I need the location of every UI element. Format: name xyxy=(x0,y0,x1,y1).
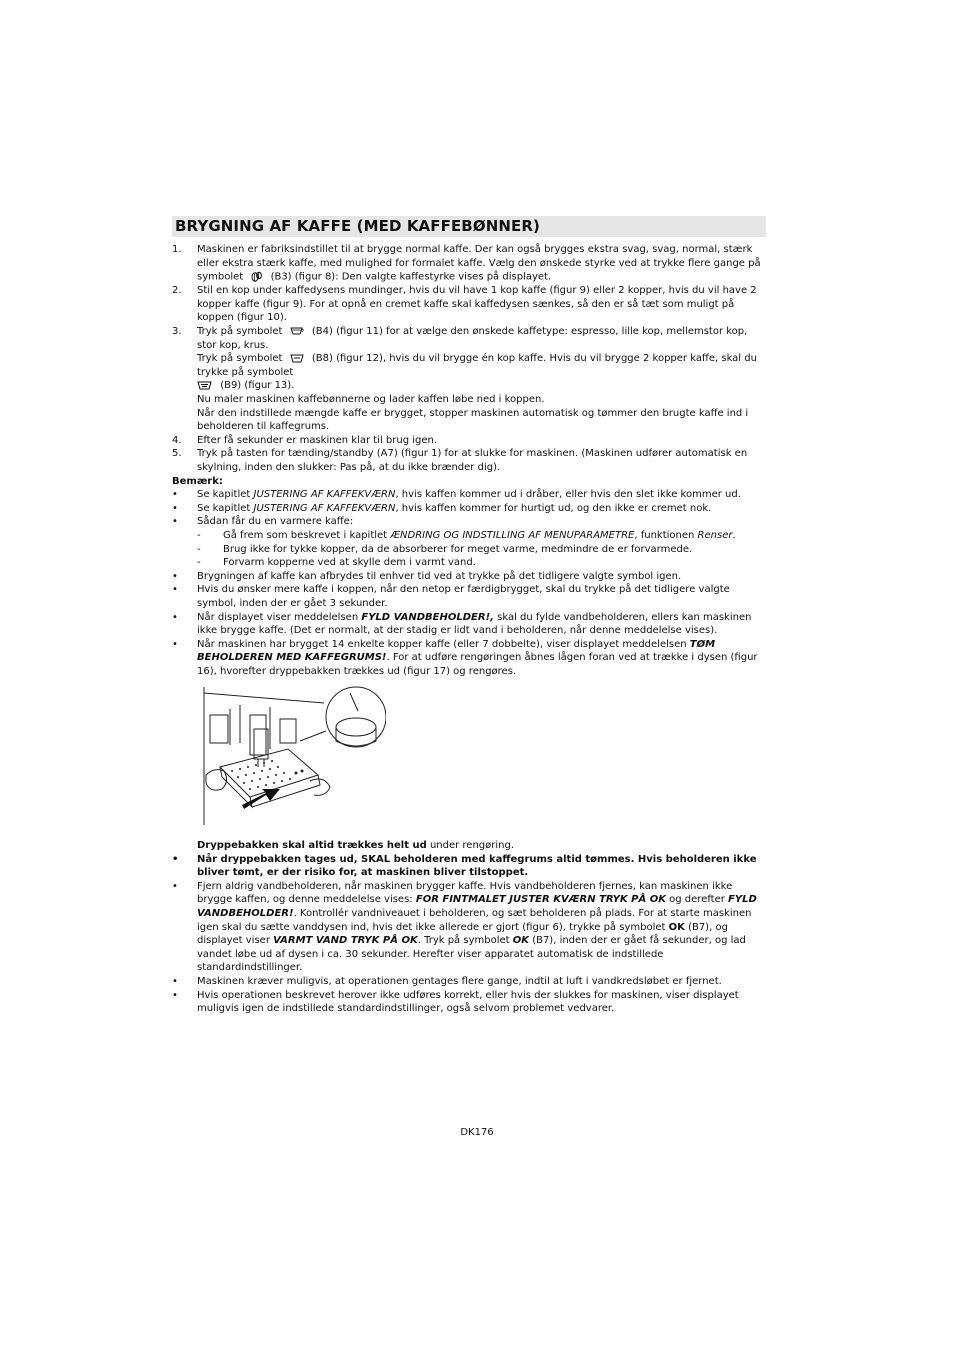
step-1: 1. Maskinen er fabriksindstillet til at brygge normal kaffe. Der kan også brygges ekstra svag, svag, normal, stærk eller ekstra stærk kaffe, med mulighed for formalet kaffe. Vælg den ønskede styrke ved at trykke flere gange på symbolet (B3) (figur 8): Den valgte kaffestyrke vises på displayet. xyxy=(172,244,761,283)
one-cup-icon xyxy=(290,353,305,364)
page-number: DK176 xyxy=(460,1127,494,1138)
note-bullet: • Når maskinen har brygget 14 enkelte kopper kaffe (eller 7 dobbelte), viser displayet meddelelsen TØM BEHOLDEREN MED KAFFEGRUMS!. For at udføre rengøringen åbnes lågen foran ved at trække i dysen (figur 16), hvorefter dryppebakken trækkes ud (figur 17) og rengøres. xyxy=(172,638,758,677)
sub-item: - Gå frem som beskrevet i kapitlet ÆNDRING OG INDSTILLING AF MENUPARAMETRE, funktionen Renser. xyxy=(197,529,736,541)
note-bullet: • Se kapitlet JUSTERING AF KAFFEKVÆRN, hvis kaffen kommer ud i dråber, eller hvis den slet ikke kommer ud. xyxy=(172,489,741,501)
cup-size-icon xyxy=(290,326,305,336)
step-number: 3. xyxy=(172,326,182,338)
note-bullet: • Se kapitlet JUSTERING AF KAFFEKVÆRN, hvis kaffen kommer for hurtigt ud, og den ikke er cremet nok. xyxy=(172,502,712,514)
step-5: 5. Tryk på tasten for tænding/standby (A7) (figur 1) for at slukke for maskinen. (Maskinen udfører automatisk en skylning, inden den slukker: Pas på, at du ikke brænder dig). xyxy=(172,448,748,473)
note-bullet: • Fjern aldrig vandbeholderen, når maskinen brygger kaffe. Hvis vandbeholderen fjernes, kan maskinen ikke brygge kaffen, og denne meddelelse vises: FOR FINTMALET JUSTER KVÆRN TRYK PÅ OK og derefter FYLD VANDBEHOLDER!. Kontrollér vandniveauet i beholderen, og sæt beholderen på plads. For at starte maskinen igen skal du sætte vanddysen ind, hvis det ikke allerede er gjort (figur 6), trykke på symbolet OK (B7), og displayet viser VARMT VAND TRYK PÅ OK. Tryk på symbolet OK (B7), inden der er gået få sekunder, og lad vandet løbe ud af dysen i ca. 30 sekunder. Herefter viser apparatet automatisk de indstillede standardindstillinger. xyxy=(172,880,757,974)
sub-item: - Forvarm kopperne ved at skylle dem i varmt vand. xyxy=(197,557,476,569)
drip-tray-illustration xyxy=(200,685,386,831)
section-title: BRYGNING AF KAFFE (MED KAFFEBØNNER) xyxy=(172,216,766,237)
step-2: 2. Stil en kop under kaffedysens mundinger, hvis du vil have 1 kop kaffe (figur 9) eller 2 kopper, hvis du vil have 2 kopper kaffe (figur 9). For at opnå en cremet kaffe skal kaffedysen sænkes, så den er så tæt som muligt på koppen (figur 10). xyxy=(172,285,757,324)
step-number: 4. xyxy=(172,434,182,446)
two-cups-icon xyxy=(197,380,213,391)
note-bullet: • Hvis du ønsker mere kaffe i koppen, når den netop er færdigbrygget, skal du trykke på det tidligere valgte symbol, inden der er gået 3 sekunder. xyxy=(172,584,730,609)
tray-note: Dryppebakken skal altid trækkes helt ud under rengøring. xyxy=(197,840,515,852)
step-number: 1. xyxy=(172,244,182,255)
note-bullet: • Når displayet viser meddelelsen FYLD VANDBEHOLDER!, skal du fylde vandbeholderen, ellers kan maskinen ikke brygge kaffe. (Det er normalt, at der stadig er lidt vand i beholderen, når denne meddelelse vises). xyxy=(172,611,752,637)
note-bullet: • Maskinen kræver muligvis, at operationen gentages flere gange, indtil at luft i vandkredsløbet er fjernet. xyxy=(172,976,722,988)
manual-page xyxy=(172,216,766,1016)
coffee-bean-icon xyxy=(250,270,263,283)
note-bullet: • Når dryppebakken tages ud, SKAL beholderen med kaffegrums altid tømmes. Hvis beholderen ikke bliver tømt, er der risiko for, at maskinen bliver tilstoppet. xyxy=(172,853,757,879)
step-3: 3. Tryk på symbolet (B4) (figur 11) for at vælge den ønskede kaffetype: espresso, lille kop, mellemstor kop, stor kop, krus. Tryk på symbolet (B8) (figur 12), hvis du vil brygge én kop kaffe. Hvis du vil brygge 2 kopper kaffe, skal du trykke på symbolet (B9) (figur 13). Nu maler maskinen kaffebønnerne og lader kaffen løbe ned i koppen. Når den indstillede mængde kaffe er brygget, stopper maskinen automatisk og tømmer den brugte kaffe ind i beholderen til kaffegrums. xyxy=(172,326,757,433)
note-bullet: • Hvis operationen beskrevet herover ikke udføres korrekt, eller hvis der slukkes for maskinen, viser displayet muligvis igen de indstillede standardindstillinger, også selvom problemet vedvarer. xyxy=(172,989,739,1015)
note-bullet: • Sådan får du en varmere kaffe: - Gå frem som beskrevet i kapitlet ÆNDRING OG INDSTILLING AF MENUPARAMETRE, funktionen Renser. - Brug ikke for tykke kopper, da de absorberer for meget varme, medmindre de er forvarmede. - Forvarm kopperne ved at skylle dem i varmt vand. xyxy=(172,515,766,569)
step-number: 5. xyxy=(172,448,182,460)
step-4: 4. Efter få sekunder er maskinen klar til brug igen. xyxy=(172,434,438,446)
step-number: 2. xyxy=(172,285,182,297)
note-bullet: • Brygningen af kaffe kan afbrydes til enhver tid ved at trykke på det tidligere valgte symbol igen. xyxy=(172,570,682,582)
note-heading: Bemærk: xyxy=(172,475,223,487)
step-3-two-cups-text: (B9) (figur 13). xyxy=(220,380,295,392)
sub-item: - Brug ikke for tykke kopper, da de absorberer for meget varme, medmindre de er forvarmede. xyxy=(197,543,693,555)
